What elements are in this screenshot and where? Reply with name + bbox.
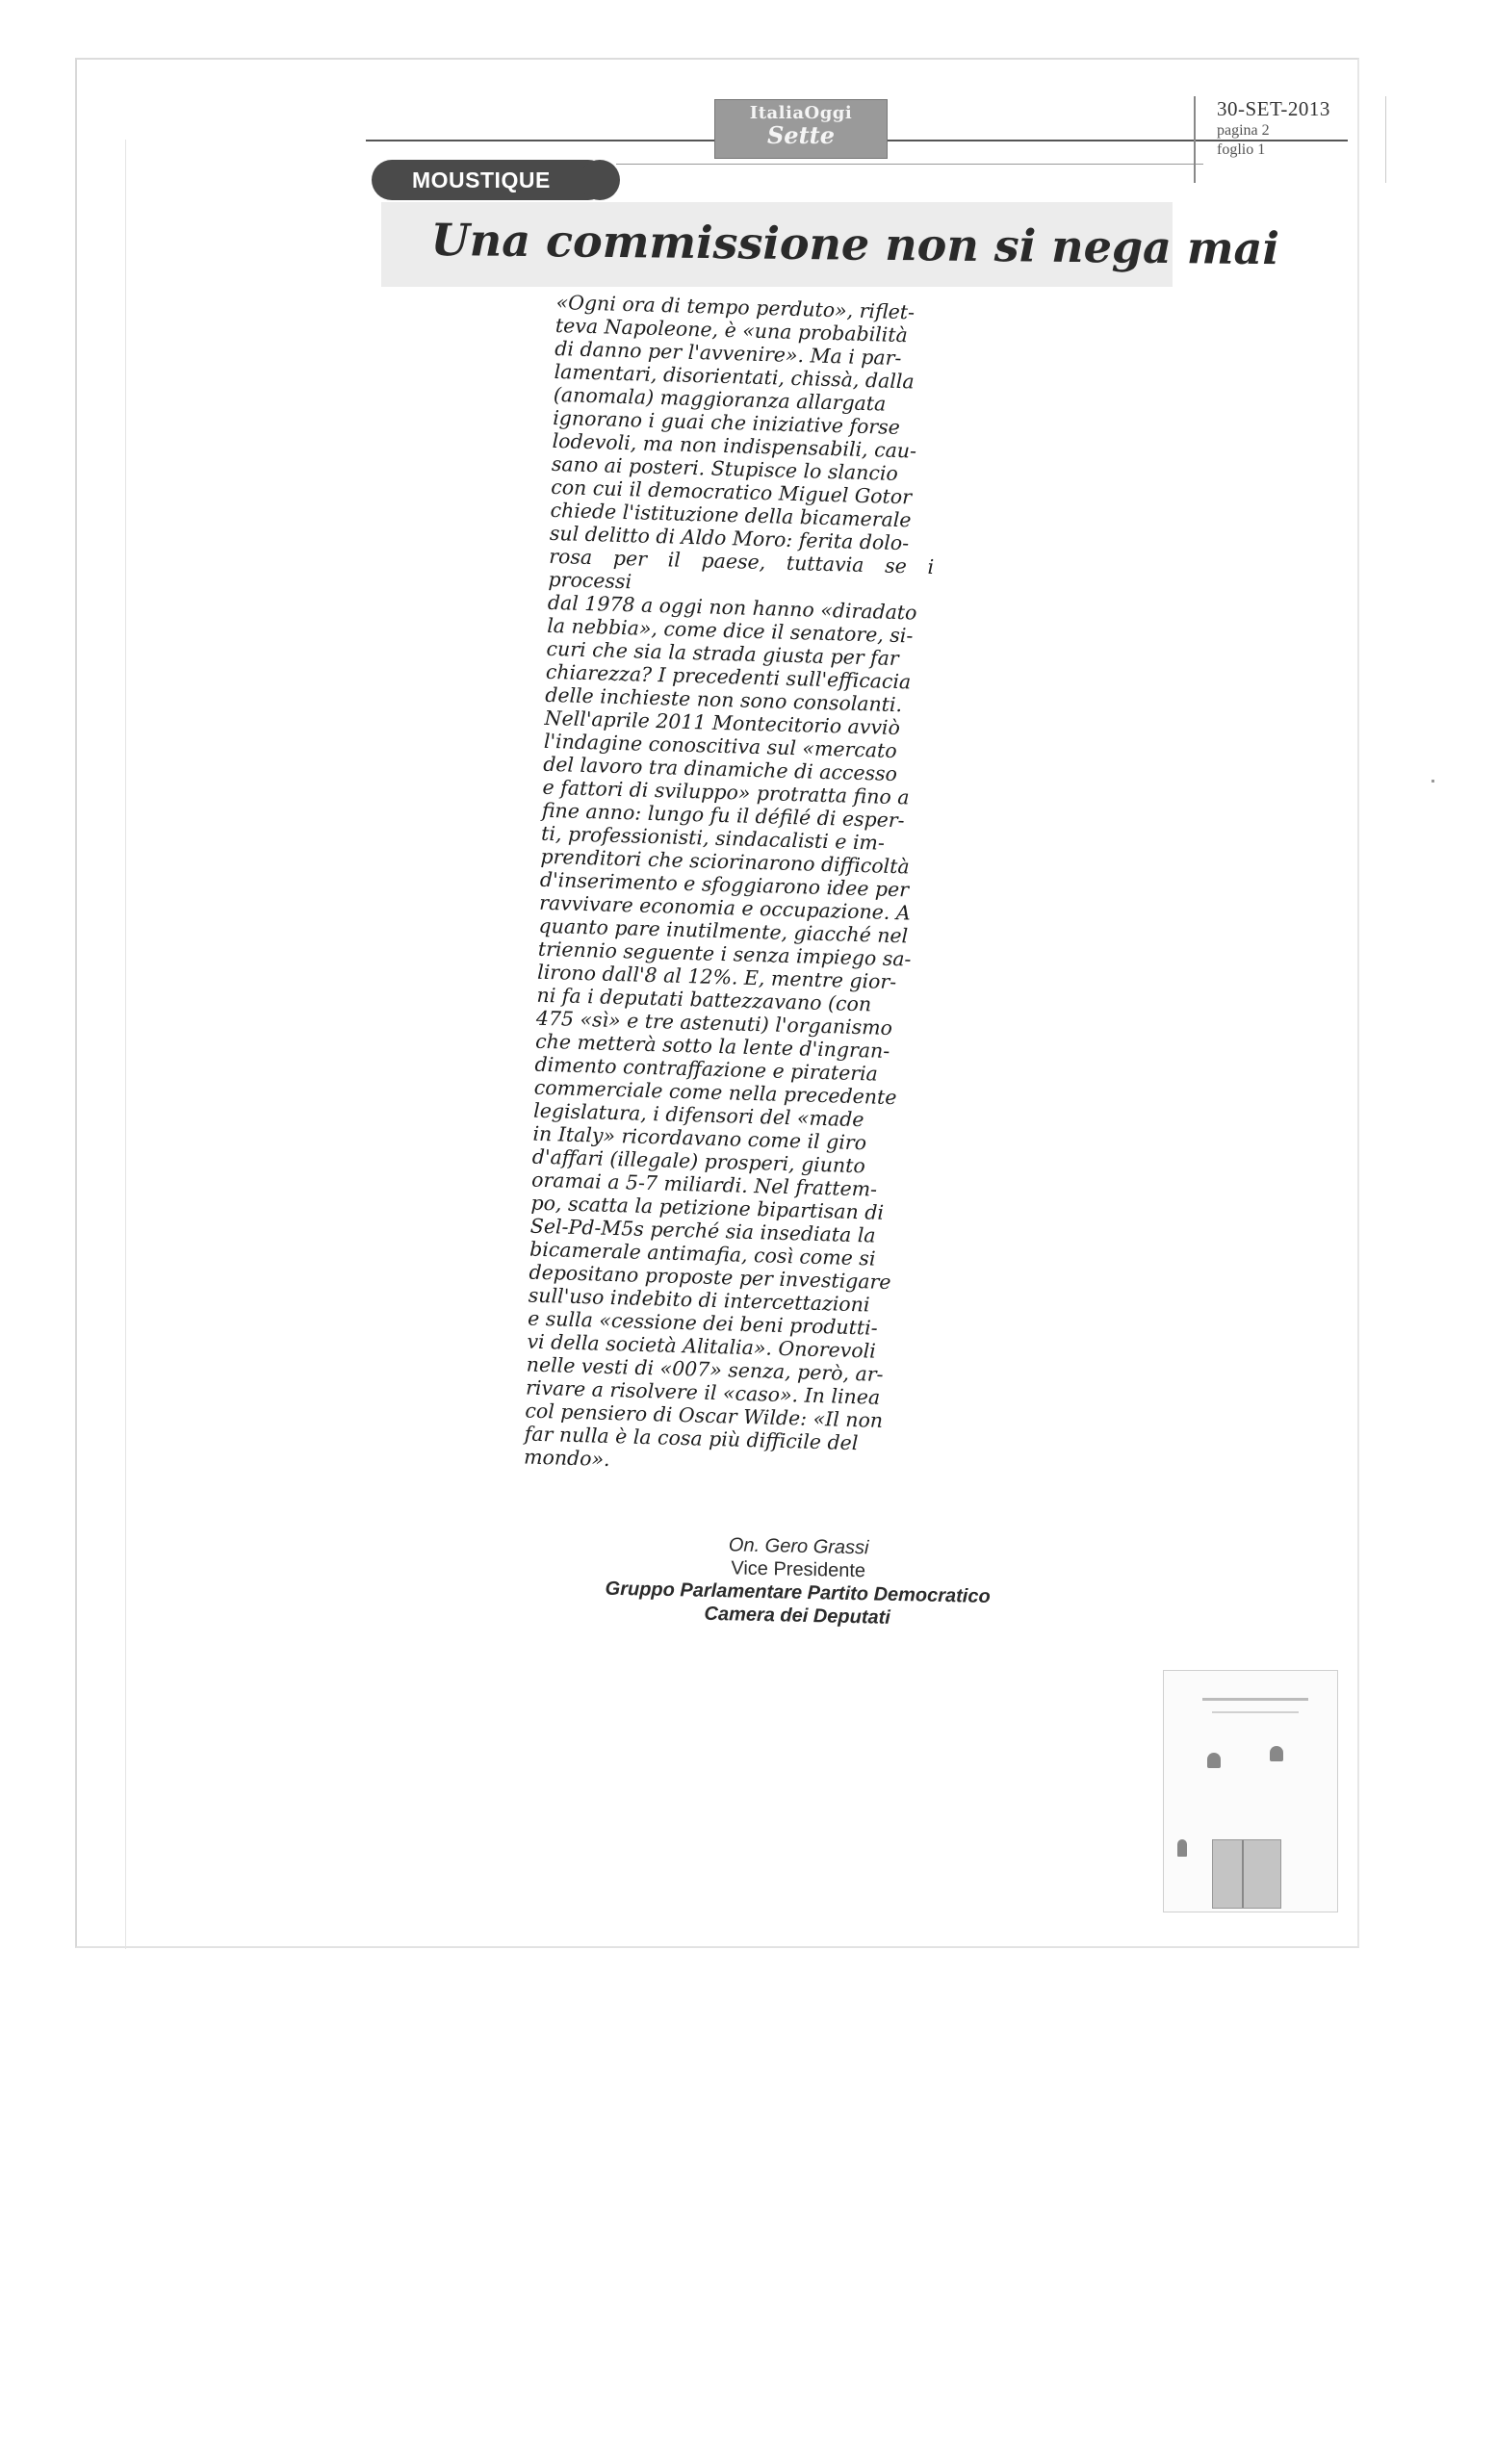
signature-group: Gruppo Parlamentare Partito Democratico [605, 1578, 991, 1607]
article-headline: Una commissione non si nega mai [430, 214, 1280, 275]
thumbnail-figure-icon [1270, 1746, 1283, 1761]
clipping-sheet: foglio 1 [1217, 141, 1266, 158]
thumbnail-line [1202, 1698, 1308, 1701]
page-thumbnail [1163, 1670, 1338, 1912]
clipping-date: 30-SET-2013 [1217, 97, 1330, 120]
article-body [524, 291, 941, 1479]
thumbnail-figure-icon [1177, 1839, 1187, 1857]
signature-chamber: Camera dei Deputati [704, 1603, 891, 1629]
thumbnail-article-box [1212, 1839, 1281, 1909]
clipping-info [1194, 96, 1386, 183]
logo-subtitle: Sette [766, 121, 836, 149]
clipping-page: pagina 2 [1217, 122, 1270, 139]
scan-speck [1432, 780, 1434, 783]
thumbnail-line [1212, 1711, 1299, 1713]
newspaper-logo [714, 99, 888, 159]
header-rule-secondary [616, 164, 1203, 165]
article-text: «Ogni ora di tempo perduto», riflet- teva Napoleone, è «una probabilità di danno per l'avvenire». Ma i par- lamentari, disorientati, chissà, dalla (anomala) maggioranza allargata ignorano i guai che iniziative forse lodevoli, ma non indispensabili, cau- sano ai posteri. Stupisce lo slancio con cui il democratico Miguel Gotor chiede l'istituzione della bicamerale sul delitto di Aldo Moro: ferita dolo- rosa per il paese, tuttavia se i processi dal 1978 a oggi non hanno «diradato la nebbia», come dice il senatore, si- curi che sia la strada giusta per far chiarezza? I precedenti sull'efficacia delle inchieste non sono consolanti. Nell'aprile 2011 Montecitorio avviò l'indagine conoscitiva sul «mercato del lavoro tra dinamiche di accesso e fattori di sviluppo» protratta fino a fine anno: lungo fu il défilé di esper- ti, professionisti, sindacalisti e im- prenditori che sciorinarono difficoltà d'inserimento e sfoggiarono idee per ravvivare economia e occupazione. A quanto pare inutilmente, giacché nel triennio seguente i senza impiego sa- lirono dall'8 al 12%. E, mentre gior- ni fa i deputati battezzavano (con 475 «sì» e tre astenuti) l'organismo che metterà sotto la lente d'ingran- dimento contraffazione e pirateria commerciale come nella precedente legislatura, i difensori del «made in Italy» ricordavano come il giro d'affari (illegale) prosperi, giunto oramai a 5-7 miliardi. Nel frattem- po, scatta la petizione bipartisan di Sel-Pd-M5s perché sia insediata la bicamerale antimafia, così come si depositano proposte per investigare sull'uso indebito di intercettazioni e sulla «cessione dei beni produtti- vi della società Alitalia». Onorevoli nelle vesti di «007» senza, però, ar- rivare a risolvere il «caso». In linea col pensiero di Oscar Wilde: «Il non far nulla è la cosa più difficile del mondo». [523, 291, 941, 1472]
logo-title: ItaliaOggi [749, 103, 853, 123]
signature-block [576, 1530, 1020, 1632]
thumbnail-figure-icon [1207, 1753, 1221, 1768]
section-tag: MOUSTIQUE [372, 160, 608, 200]
signature-name: On. Gero Grassi [728, 1534, 869, 1559]
signature-role: Vice Presidente [731, 1557, 866, 1582]
